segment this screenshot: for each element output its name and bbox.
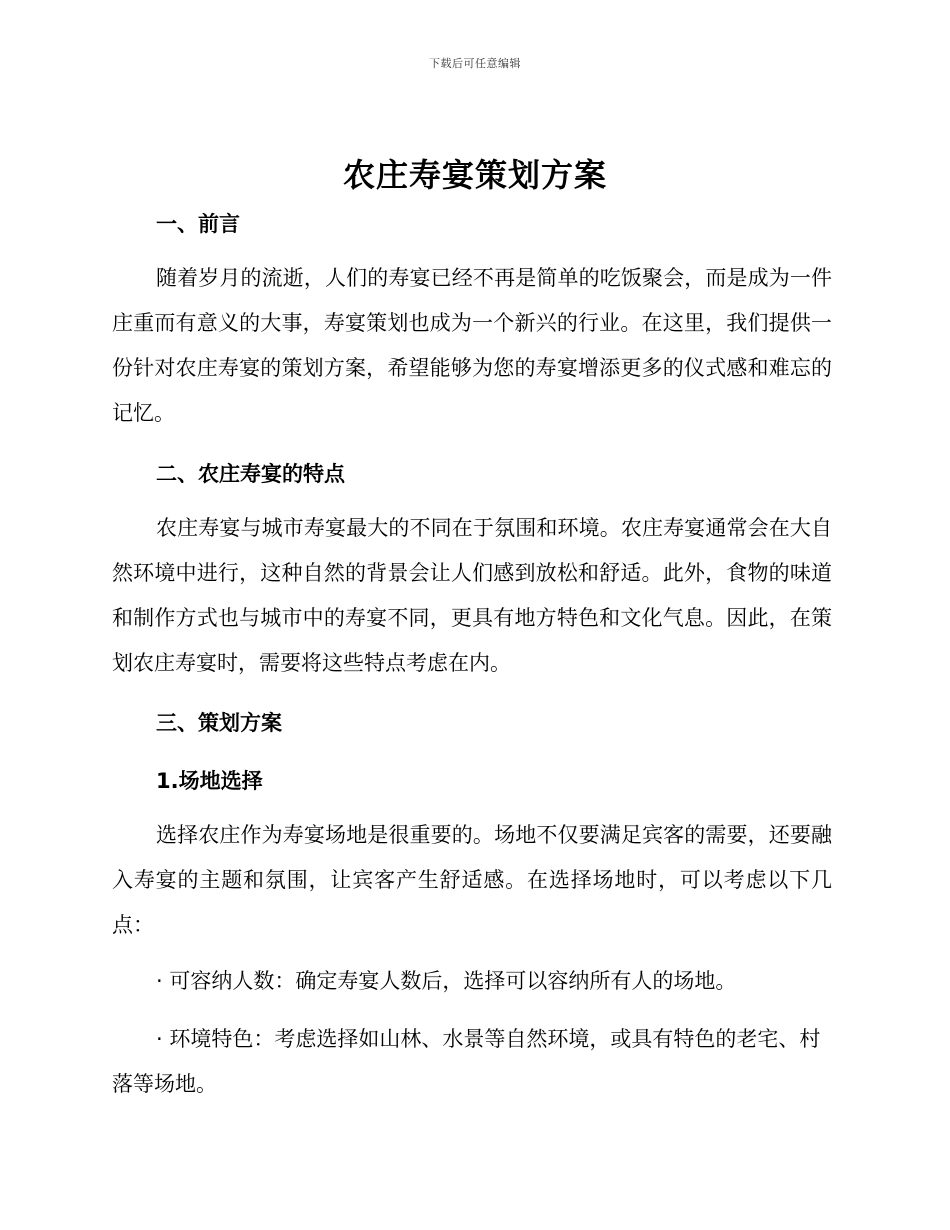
section-heading-plan: 三、策划方案 <box>156 711 282 735</box>
header-note: 下载后可任意编辑 <box>429 57 521 70</box>
subsection-heading-venue: 1.场地选择 <box>156 769 263 793</box>
bullet-item-environment: · 环境特色：考虑选择如山林、水景等自然环境，或具有特色的老宅、村落等场地。 <box>112 1027 821 1096</box>
bullet-item-capacity: · 可容纳人数：确定寿宴人数后，选择可以容纳所有人的场地。 <box>156 969 737 993</box>
paragraph-venue: 选择农庄作为寿宴场地是很重要的。场地不仅要满足宾客的需要，还要融入寿宴的主题和氛围，让宾客产生舒适感。在选择场地时，可以考虑以下几点： <box>112 823 832 937</box>
section-heading-features: 二、农庄寿宴的特点 <box>156 462 345 486</box>
paragraph-preface: 随着岁月的流逝，人们的寿宴已经不再是简单的吃饭聚会，而是成为一件庄重而有意义的大事，寿宴策划也成为一个新兴的行业。在这里，我们提供一份针对农庄寿宴的策划方案，希望能够为您的寿宴增添更多的仪式感和难忘的记忆。 <box>112 266 832 425</box>
document-title: 农庄寿宴策划方案 <box>342 156 607 194</box>
section-heading-preface: 一、前言 <box>156 212 240 236</box>
paragraph-features: 农庄寿宴与城市寿宴最大的不同在于氛围和环境。农庄寿宴通常会在大自然环境中进行，这种自然的背景会让人们感到放松和舒适。此外，食物的味道和制作方式也与城市中的寿宴不同，更具有地方特色和文化气息。因此，在策划农庄寿宴时，需要将这些特点考虑在内。 <box>112 516 832 675</box>
